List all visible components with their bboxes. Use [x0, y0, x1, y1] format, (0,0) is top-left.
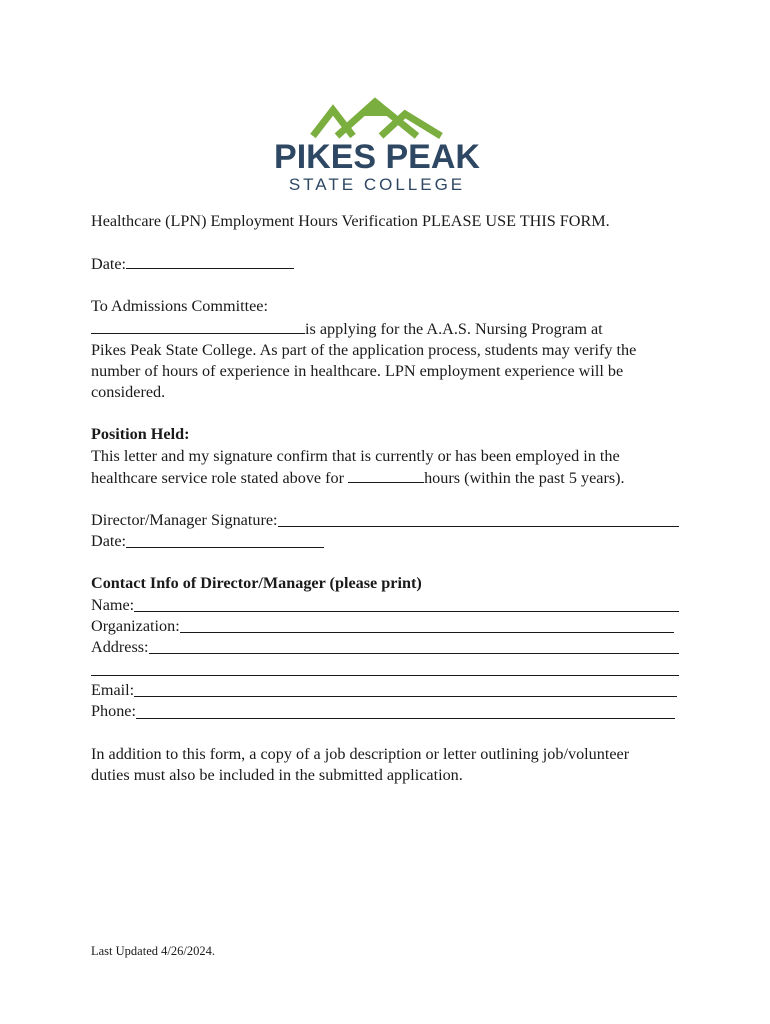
email-blank[interactable] [134, 681, 677, 697]
email-row [91, 680, 677, 701]
closing-paragraph: In addition to this form, a copy of a job description or letter outlining job/volunteer duties must also be included in the submitted application. [91, 744, 630, 784]
signature-date-label: Date: [91, 532, 127, 551]
organization-row [91, 616, 674, 637]
signature-date-row [91, 531, 324, 552]
college-logo [263, 96, 491, 194]
position-text: This letter and my signature confirm that is currently or has been employed in the healthcare service role stated above for [91, 446, 620, 487]
last-updated: Last Updated 4/26/2024. [91, 944, 215, 958]
phone-row [91, 701, 675, 722]
email-label: Email: [91, 681, 135, 700]
name-label: Name: [91, 595, 135, 614]
signature-row [91, 510, 679, 531]
date-label: Date: [91, 255, 127, 274]
name-blank[interactable] [134, 596, 679, 612]
phone-blank[interactable] [136, 703, 675, 719]
form-title: Healthcare (LPN) Employment Hours Verification PLEASE USE THIS FORM. [91, 212, 610, 230]
address-row [91, 637, 679, 658]
date-row [91, 253, 691, 275]
mountain-logo-icon [263, 96, 491, 194]
applicant-name-blank[interactable] [91, 318, 305, 334]
address-blank[interactable] [149, 638, 679, 654]
organization-label: Organization: [91, 616, 180, 635]
contact-heading: Contact Info of Director/Manager (please print) [91, 574, 422, 593]
logo-wordmark: PIKES PEAK [274, 138, 480, 176]
hours-blank[interactable] [348, 467, 424, 483]
organization-blank[interactable] [180, 617, 674, 633]
salutation: To Admissions Committee: [91, 297, 268, 316]
position-text-end: hours (within the past 5 years). [424, 468, 625, 487]
address-line-2[interactable] [91, 660, 679, 676]
name-row [91, 595, 679, 616]
date-blank[interactable] [126, 253, 294, 269]
signature-blank[interactable] [278, 511, 679, 527]
phone-label: Phone: [91, 702, 136, 721]
intro-paragraph: Pikes Peak State College. As part of the application process, students may verify the number of hours of experience in healthcare. LPN employment experience will be considered. [91, 340, 637, 402]
logo-subtitle: STATE COLLEGE [288, 175, 466, 194]
address-label: Address: [91, 638, 149, 657]
signature-label: Director/Manager Signature: [91, 511, 278, 530]
applicant-text: is applying for the A.A.S. Nursing Program at [305, 319, 603, 338]
signature-date-blank[interactable] [126, 532, 324, 548]
position-heading: Position Held: [91, 425, 190, 444]
form-body [91, 211, 691, 786]
position-paragraph [91, 446, 671, 489]
applicant-row [91, 318, 691, 340]
